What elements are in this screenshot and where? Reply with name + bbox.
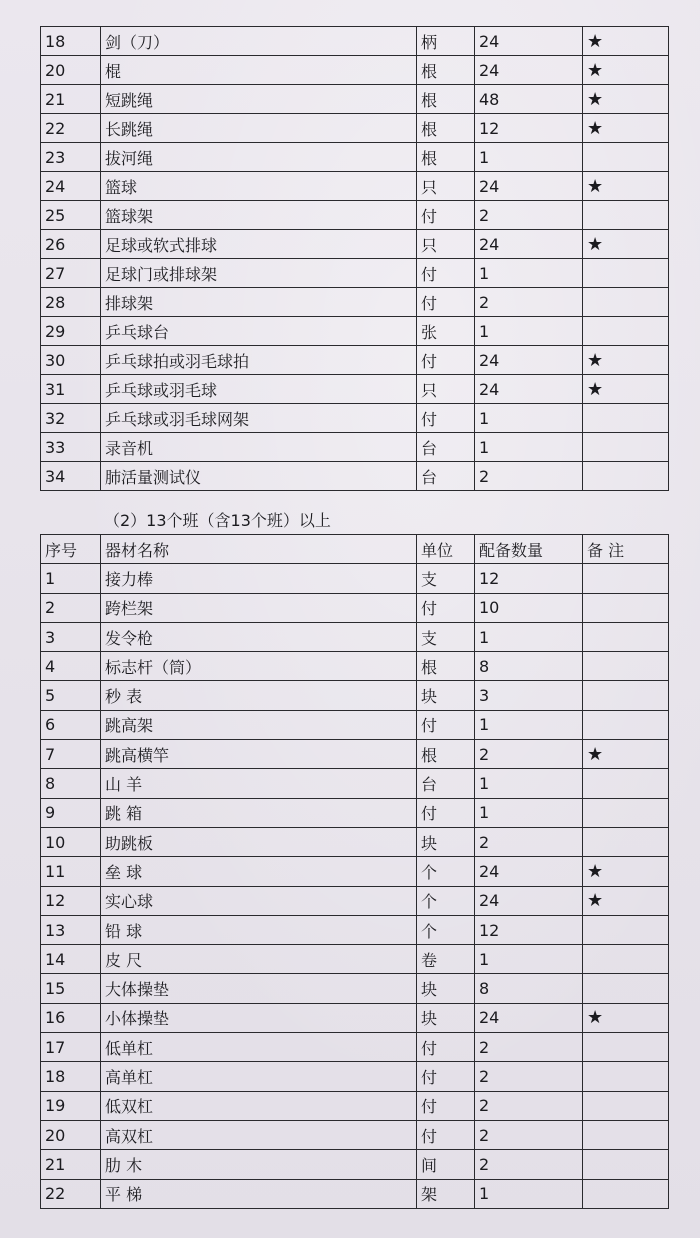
cell-equipment-name: 高双杠 xyxy=(101,1120,417,1149)
cell-equipment-name: 助跳板 xyxy=(101,827,417,856)
table-row xyxy=(41,462,669,491)
equipment-table-part1 xyxy=(40,26,669,491)
table-row xyxy=(41,681,669,710)
cell-serial-number: 6 xyxy=(41,710,101,739)
cell-equipment-name: 乒乓球台 xyxy=(101,317,417,346)
table-row xyxy=(41,564,669,593)
cell-serial-number: 18 xyxy=(41,1062,101,1091)
table-row xyxy=(41,798,669,827)
table-row xyxy=(41,143,669,172)
table-row xyxy=(41,915,669,944)
equipment-table-part2 xyxy=(40,534,669,1209)
table-row xyxy=(41,85,669,114)
cell-equipment-name: 剑（刀） xyxy=(101,27,417,56)
cell-serial-number: 25 xyxy=(41,201,101,230)
cell-serial-number: 23 xyxy=(41,143,101,172)
table-row xyxy=(41,1179,669,1208)
cell-equipment-name: 长跳绳 xyxy=(101,114,417,143)
cell-note xyxy=(583,1062,669,1091)
cell-quantity: 1 xyxy=(475,404,583,433)
cell-unit: 根 xyxy=(417,143,475,172)
cell-equipment-name: 跨栏架 xyxy=(101,593,417,622)
table-row xyxy=(41,288,669,317)
cell-note: ★ xyxy=(583,172,669,201)
cell-serial-number: 16 xyxy=(41,1003,101,1032)
cell-unit: 根 xyxy=(417,652,475,681)
header-equipment-name: 器材名称 xyxy=(101,535,417,564)
cell-serial-number: 8 xyxy=(41,769,101,798)
table-row xyxy=(41,230,669,259)
cell-equipment-name: 跳高架 xyxy=(101,710,417,739)
cell-note: ★ xyxy=(583,27,669,56)
cell-quantity: 1 xyxy=(475,317,583,346)
cell-serial-number: 32 xyxy=(41,404,101,433)
cell-note xyxy=(583,201,669,230)
cell-serial-number: 20 xyxy=(41,56,101,85)
cell-quantity: 24 xyxy=(475,172,583,201)
cell-note: ★ xyxy=(583,740,669,769)
cell-quantity: 24 xyxy=(475,56,583,85)
cell-unit: 付 xyxy=(417,798,475,827)
header-quantity: 配备数量 xyxy=(475,535,583,564)
cell-unit: 块 xyxy=(417,827,475,856)
cell-equipment-name: 标志杆（筒） xyxy=(101,652,417,681)
table-row xyxy=(41,201,669,230)
cell-note xyxy=(583,945,669,974)
table-row xyxy=(41,404,669,433)
cell-note xyxy=(583,593,669,622)
cell-unit: 付 xyxy=(417,593,475,622)
cell-note xyxy=(583,827,669,856)
cell-quantity: 12 xyxy=(475,564,583,593)
header-serial-number: 序号 xyxy=(41,535,101,564)
table-row xyxy=(41,346,669,375)
cell-serial-number: 31 xyxy=(41,375,101,404)
cell-serial-number: 21 xyxy=(41,85,101,114)
cell-quantity: 8 xyxy=(475,974,583,1003)
cell-note: ★ xyxy=(583,1003,669,1032)
cell-note xyxy=(583,1033,669,1062)
cell-note xyxy=(583,681,669,710)
table-row xyxy=(41,740,669,769)
cell-equipment-name: 肋 木 xyxy=(101,1150,417,1179)
cell-unit: 间 xyxy=(417,1150,475,1179)
table-row xyxy=(41,1062,669,1091)
cell-unit: 付 xyxy=(417,259,475,288)
cell-quantity: 1 xyxy=(475,622,583,651)
cell-quantity: 1 xyxy=(475,945,583,974)
cell-unit: 只 xyxy=(417,172,475,201)
cell-quantity: 3 xyxy=(475,681,583,710)
table-row xyxy=(41,1150,669,1179)
cell-note xyxy=(583,652,669,681)
cell-quantity: 24 xyxy=(475,857,583,886)
cell-serial-number: 3 xyxy=(41,622,101,651)
cell-serial-number: 19 xyxy=(41,1091,101,1120)
cell-unit: 付 xyxy=(417,1120,475,1149)
cell-quantity: 1 xyxy=(475,798,583,827)
cell-equipment-name: 跳高横竿 xyxy=(101,740,417,769)
cell-equipment-name: 篮球架 xyxy=(101,201,417,230)
table-header-row xyxy=(41,535,669,564)
table-row xyxy=(41,710,669,739)
table-row xyxy=(41,172,669,201)
cell-unit: 付 xyxy=(417,1033,475,1062)
cell-serial-number: 34 xyxy=(41,462,101,491)
cell-quantity: 1 xyxy=(475,710,583,739)
table1-body xyxy=(41,27,669,491)
cell-note: ★ xyxy=(583,346,669,375)
cell-equipment-name: 排球架 xyxy=(101,288,417,317)
cell-unit: 付 xyxy=(417,288,475,317)
table2-header xyxy=(41,535,669,564)
cell-unit: 根 xyxy=(417,85,475,114)
cell-serial-number: 26 xyxy=(41,230,101,259)
cell-note xyxy=(583,462,669,491)
cell-note xyxy=(583,143,669,172)
cell-note xyxy=(583,288,669,317)
table-row xyxy=(41,974,669,1003)
cell-equipment-name: 篮球 xyxy=(101,172,417,201)
table-row xyxy=(41,1120,669,1149)
cell-unit: 柄 xyxy=(417,27,475,56)
cell-unit: 根 xyxy=(417,740,475,769)
cell-note xyxy=(583,1179,669,1208)
table-row xyxy=(41,317,669,346)
cell-equipment-name: 棍 xyxy=(101,56,417,85)
header-note: 备 注 xyxy=(583,535,669,564)
cell-quantity: 48 xyxy=(475,85,583,114)
cell-serial-number: 2 xyxy=(41,593,101,622)
table-row xyxy=(41,652,669,681)
cell-quantity: 2 xyxy=(475,1120,583,1149)
cell-unit: 付 xyxy=(417,346,475,375)
cell-serial-number: 20 xyxy=(41,1120,101,1149)
cell-unit: 只 xyxy=(417,230,475,259)
cell-note xyxy=(583,433,669,462)
cell-quantity: 24 xyxy=(475,886,583,915)
cell-note xyxy=(583,622,669,651)
cell-note xyxy=(583,1150,669,1179)
cell-note: ★ xyxy=(583,114,669,143)
cell-quantity: 2 xyxy=(475,1062,583,1091)
cell-quantity: 2 xyxy=(475,288,583,317)
table-row xyxy=(41,769,669,798)
cell-unit: 个 xyxy=(417,886,475,915)
cell-quantity: 12 xyxy=(475,114,583,143)
cell-equipment-name: 实心球 xyxy=(101,886,417,915)
cell-equipment-name: 皮 尺 xyxy=(101,945,417,974)
cell-equipment-name: 小体操垫 xyxy=(101,1003,417,1032)
table-row xyxy=(41,433,669,462)
cell-unit: 个 xyxy=(417,915,475,944)
cell-unit: 块 xyxy=(417,974,475,1003)
cell-unit: 付 xyxy=(417,1091,475,1120)
cell-equipment-name: 跳 箱 xyxy=(101,798,417,827)
header-unit: 单位 xyxy=(417,535,475,564)
cell-note xyxy=(583,404,669,433)
cell-unit: 张 xyxy=(417,317,475,346)
cell-quantity: 2 xyxy=(475,827,583,856)
cell-unit: 根 xyxy=(417,56,475,85)
cell-equipment-name: 乒乓球拍或羽毛球拍 xyxy=(101,346,417,375)
cell-equipment-name: 短跳绳 xyxy=(101,85,417,114)
section-heading: （2）13个班（含13个班）以上 xyxy=(104,511,331,530)
cell-equipment-name: 秒 表 xyxy=(101,681,417,710)
cell-note: ★ xyxy=(583,375,669,404)
cell-unit: 付 xyxy=(417,1062,475,1091)
table-row xyxy=(41,375,669,404)
table-row xyxy=(41,56,669,85)
cell-quantity: 24 xyxy=(475,230,583,259)
cell-serial-number: 30 xyxy=(41,346,101,375)
cell-serial-number: 10 xyxy=(41,827,101,856)
cell-serial-number: 21 xyxy=(41,1150,101,1179)
cell-quantity: 24 xyxy=(475,1003,583,1032)
cell-equipment-name: 铅 球 xyxy=(101,915,417,944)
cell-serial-number: 14 xyxy=(41,945,101,974)
cell-quantity: 2 xyxy=(475,201,583,230)
cell-quantity: 2 xyxy=(475,740,583,769)
cell-unit: 架 xyxy=(417,1179,475,1208)
cell-note xyxy=(583,974,669,1003)
cell-serial-number: 22 xyxy=(41,1179,101,1208)
cell-unit: 块 xyxy=(417,681,475,710)
cell-unit: 块 xyxy=(417,1003,475,1032)
cell-equipment-name: 发令枪 xyxy=(101,622,417,651)
cell-serial-number: 27 xyxy=(41,259,101,288)
cell-unit: 台 xyxy=(417,433,475,462)
cell-quantity: 1 xyxy=(475,143,583,172)
cell-unit: 支 xyxy=(417,622,475,651)
cell-equipment-name: 乒乓球或羽毛球 xyxy=(101,375,417,404)
cell-note xyxy=(583,798,669,827)
cell-unit: 只 xyxy=(417,375,475,404)
cell-note: ★ xyxy=(583,85,669,114)
cell-note: ★ xyxy=(583,56,669,85)
table-row xyxy=(41,1003,669,1032)
cell-quantity: 2 xyxy=(475,1150,583,1179)
cell-quantity: 8 xyxy=(475,652,583,681)
cell-equipment-name: 垒 球 xyxy=(101,857,417,886)
table-row xyxy=(41,857,669,886)
cell-quantity: 2 xyxy=(475,1033,583,1062)
cell-note xyxy=(583,1120,669,1149)
table-row xyxy=(41,945,669,974)
cell-serial-number: 1 xyxy=(41,564,101,593)
table-row xyxy=(41,1091,669,1120)
cell-equipment-name: 平 梯 xyxy=(101,1179,417,1208)
cell-serial-number: 9 xyxy=(41,798,101,827)
cell-quantity: 24 xyxy=(475,27,583,56)
cell-equipment-name: 接力棒 xyxy=(101,564,417,593)
cell-equipment-name: 山 羊 xyxy=(101,769,417,798)
cell-serial-number: 17 xyxy=(41,1033,101,1062)
cell-serial-number: 22 xyxy=(41,114,101,143)
table-row xyxy=(41,886,669,915)
cell-note xyxy=(583,769,669,798)
cell-quantity: 2 xyxy=(475,1091,583,1120)
cell-equipment-name: 乒乓球或羽毛球网架 xyxy=(101,404,417,433)
cell-serial-number: 28 xyxy=(41,288,101,317)
cell-serial-number: 24 xyxy=(41,172,101,201)
cell-equipment-name: 高单杠 xyxy=(101,1062,417,1091)
cell-quantity: 1 xyxy=(475,769,583,798)
cell-equipment-name: 录音机 xyxy=(101,433,417,462)
cell-equipment-name: 足球或软式排球 xyxy=(101,230,417,259)
table-row xyxy=(41,27,669,56)
cell-serial-number: 7 xyxy=(41,740,101,769)
cell-unit: 台 xyxy=(417,462,475,491)
cell-serial-number: 4 xyxy=(41,652,101,681)
table-row xyxy=(41,259,669,288)
cell-note xyxy=(583,1091,669,1120)
cell-unit: 付 xyxy=(417,201,475,230)
cell-quantity: 1 xyxy=(475,433,583,462)
cell-quantity: 1 xyxy=(475,1179,583,1208)
cell-unit: 个 xyxy=(417,857,475,886)
cell-unit: 付 xyxy=(417,404,475,433)
cell-equipment-name: 大体操垫 xyxy=(101,974,417,1003)
cell-note: ★ xyxy=(583,857,669,886)
cell-equipment-name: 足球门或排球架 xyxy=(101,259,417,288)
cell-unit: 付 xyxy=(417,710,475,739)
cell-serial-number: 33 xyxy=(41,433,101,462)
cell-note xyxy=(583,915,669,944)
cell-quantity: 10 xyxy=(475,593,583,622)
cell-serial-number: 15 xyxy=(41,974,101,1003)
cell-quantity: 12 xyxy=(475,915,583,944)
cell-serial-number: 13 xyxy=(41,915,101,944)
cell-equipment-name: 低单杠 xyxy=(101,1033,417,1062)
cell-equipment-name: 肺活量测试仪 xyxy=(101,462,417,491)
table-row xyxy=(41,1033,669,1062)
table-row xyxy=(41,114,669,143)
table-row xyxy=(41,827,669,856)
cell-unit: 卷 xyxy=(417,945,475,974)
cell-unit: 支 xyxy=(417,564,475,593)
cell-equipment-name: 低双杠 xyxy=(101,1091,417,1120)
cell-quantity: 24 xyxy=(475,346,583,375)
table-row xyxy=(41,593,669,622)
cell-serial-number: 11 xyxy=(41,857,101,886)
cell-equipment-name: 拔河绳 xyxy=(101,143,417,172)
cell-serial-number: 18 xyxy=(41,27,101,56)
cell-quantity: 2 xyxy=(475,462,583,491)
table-row xyxy=(41,622,669,651)
cell-unit: 根 xyxy=(417,114,475,143)
cell-note xyxy=(583,259,669,288)
cell-note: ★ xyxy=(583,230,669,259)
cell-note: ★ xyxy=(583,886,669,915)
cell-unit: 台 xyxy=(417,769,475,798)
table2-body xyxy=(41,564,669,1209)
cell-serial-number: 29 xyxy=(41,317,101,346)
cell-note xyxy=(583,710,669,739)
cell-note xyxy=(583,317,669,346)
cell-serial-number: 12 xyxy=(41,886,101,915)
cell-quantity: 24 xyxy=(475,375,583,404)
cell-quantity: 1 xyxy=(475,259,583,288)
cell-serial-number: 5 xyxy=(41,681,101,710)
cell-note xyxy=(583,564,669,593)
